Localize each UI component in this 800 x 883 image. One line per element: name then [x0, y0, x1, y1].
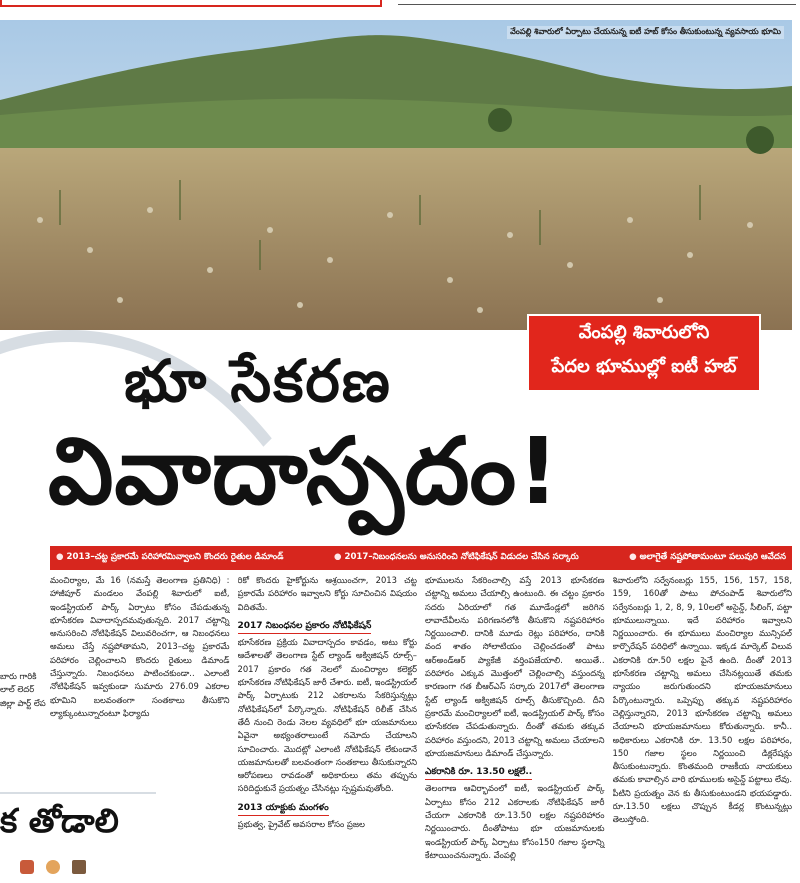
adjacent-story-headline: క తోడాలి — [0, 792, 156, 846]
adjacent-story-images — [0, 850, 156, 883]
thumbnail-icon — [46, 860, 60, 874]
top-strip — [0, 0, 800, 20]
deck-item-2: ● 2017–నిబంధనలను అనుసరించి నోటిఫికేషన్ విడుదల చేసిన సర్కారు — [334, 552, 579, 564]
column-3-text-b: తెలంగాణ ఆవిర్భావంలో ఐటీ, ఇండస్ట్రియల్ పార్క్ ఏర్పాటు కోసం 212 ఎకరాలకు నోటిఫికేషన్ జారీ చేయగా ఎకరానికి రూ.13.50 లక్షల నష్టపరిహారం నిర్ణయించారు. దీంతోపాటు భూ యజమానులకు ఇండస్ట్రియల్ పార్క్ ఏర్పాటు కోసం150 గజాల స్థలాన్ని కేటాయించనున్నారు. వేంపల్లి — [425, 783, 605, 860]
top-rule — [398, 4, 796, 5]
column-2 — [238, 574, 418, 883]
subhead-2017-notification: 2017 నిబంధనల ప్రకారం నోటిఫికేషన్ — [238, 620, 372, 634]
farmland-illustration — [0, 20, 792, 330]
thumbnail-icon — [20, 860, 34, 874]
thumbnail-icon — [72, 860, 86, 874]
deck-item-3: ● అలాగైతే నష్టపోతామంటూ పలువురి ఆవేదన — [629, 552, 786, 564]
subhead-per-acre: ఎకరానికి రూ. 13.50 లక్షలే.. — [425, 766, 532, 780]
previous-story-box — [0, 0, 382, 7]
deck-item-1: ● 2013–చట్ట ప్రకారమే పరిహారమివ్వాలని కొందరు రైతుల డిమాండ్ — [56, 552, 284, 564]
column-2-text-a: రికో కొందరు హైకోర్టును ఆశ్రయించగా, 2013 చట్ట ప్రకారమే పరిహారం ఇవ్వాలని కోర్టు సూచించిన విషయం విదితమే. — [237, 575, 417, 612]
headline-line-2: వివాదాస్పదం! — [48, 418, 561, 525]
kicker-line-1: వేంపల్లి శివారులోని — [578, 322, 710, 343]
headline-line-1: భూ సేకరణ — [124, 347, 392, 415]
column-4-text: శివారులోని సర్వేనంబర్లు 155, 156, 157, 158, 159, 160తో పాటు పోచంపాడ్ శివారులోని సర్వేనంబర్లు 1, 2, 8, 9, 10లలో అసైన్డ్, సీలింగ్, పట్టా భూములున్నాయి. ఇదే పరిహారం ఇవ్వాలని నిర్ణయించారు. ఈ భూములు మంచిర్యాల మున్సిపల్ కార్పొరేషన్ పరిధిలో ఉన్నాయి. ఇక్కడ మార్కెట్ విలువ ఎకరానికి రూ.50 లక్షల పైనే ఉంది. దీంతో 2013 భూసేకరణ చట్టాన్ని అమలు చేసినట్లయితే తమకు న్యాయం జరుగుతుందని భూయజమానులు పేర్కొంటున్నారు. ఒప్పెప్పు తక్కువ నష్టపరిహారం చెల్లిస్తున్నారని, 2013 భూసేకరణ చట్టాన్ని అమలు చేయాలని భూయజమానులు కోరుతున్నారు. కానీ.. అధికారులు ఎకరానికి రూ. 13.50 లక్షల పరిహారం, 150 గజాల స్థలం నిర్ణయించి డిక్లరేషన్లు తీసుకుంటున్నారు. కొంతమంది రాజకీయ నాయకులు తమకు కావాల్సిన వారి భూములకు అసైన్డ్ పట్టాలు లేవు. పీటిని ప్రయత్నం వెన కు తీసుకుంటుండని భయపడ్డారు. రూ.13.50 లక్షలు చొప్పున కీడర్ల కొంటున్నట్లు తెలుస్తోంది. — [612, 575, 792, 825]
kicker-line-2: పేదల భూముల్లో ఐటీ హబ్ — [551, 356, 737, 377]
farmland-photo — [0, 20, 792, 330]
column-2-text-b: భూసేకరణ ప్రక్రియ వివాదాస్పదం కావడం, అటు కోర్టు ఆదేశాలతో తెలంగాణ స్టేట్ ల్యాండ్ అక్విజిషన్ రూల్స్–2017 ప్రకారం గత నెలలో మంచిర్యాల కలెక్టర్ భూసేకరణ నోటిఫికేషన్ జారీ చేశారు. ఐటీ, ఇండస్ట్రియల్ పార్క్ ఏర్పాటుకు 212 ఎకరాలను సేకరిస్తున్నట్లు నోటిఫికేషన్‌లో పేర్కొన్నారు. నోటిఫికేషన్ రిలీజ్ చేసిన తేదీ నుంచి రెండు నెలల వ్యవధిలో భూ యజమానులు ఏవైనా అభ్యంతరాలుంటే నమోదు చేయాలని సూచించారు. మొదట్లో ఎలాంటి నోటిఫికేషన్ లేకుండానే యజమానులతో బలవంతంగా సంతకాలు తీసుకున్నారని ఆరోపణలు రావడంతో అధికారులు తమ తప్పును సరిదిద్దుకునే ప్రయత్నం చేసినట్లు స్పష్టమవుతోంది. — [237, 637, 417, 794]
photo-caption: వేంపల్లి శివారులో ఏర్పాటు చేయనున్న ఐటీ హబ్ కోసం తీసుకుంటున్న వ్యవసాయ భూమి — [507, 26, 784, 39]
kicker-box — [527, 314, 761, 392]
column-4 — [613, 574, 793, 883]
adjacent-story-text: బారు గారికి లాల్ లెదర్ జిల్లా పార్ట్ లేప — [0, 671, 46, 708]
column-3 — [425, 574, 605, 883]
column-3-text-a: భూములను సేకరించాల్సి వస్తే 2013 భూసేకరణ చట్టాన్ని అమలు చేయాల్సి ఉంటుంది. ఈ చట్టం ప్రకారం సదరు ఏరియాలో గత మూడేండ్లలో జరిగిన లావాదేవీలను పరిగణనలోకి తీసుకొని నష్టపరిహారం నిర్ణయించాలి. దానికి మూడు రెట్లు పరిహారం, దానికి వంద శాతం సోలాటియం చెల్లించడంతో పాటు ఆర్‌అండ్‌ఆర్ ప్యాకేజీ వర్తింపజేయాలి. అయితే.. పరిహారం ఎక్కువ మొత్తంలో చెల్లించాల్సి వస్తుందన్న కారణంగా గత బీఆర్ఎస్ సర్కారు 2017లో తెలంగాణ స్టేట్ ల్యాండ్ అక్విజిషన్ రూల్స్ తీసుకొచ్చింది. దీని ప్రకారమే మంచిర్యాలలో ఐటీ, ఇండస్ట్రియల్ పార్క్ కోసం భూసేకరణ చేపడుతున్నారు. దీంతో తమకు తక్కువ పరిహారం వస్తుందని, 2013 చట్టాన్ని అమలు చేయాలని భూయజమానులు డిమాండ్ చేస్తున్నారు. — [425, 575, 605, 758]
subhead-2013-act: 2013 యాక్టుకు మంగళం — [238, 802, 329, 816]
sub-deck-bar — [50, 546, 792, 570]
column-1-text: మంచిర్యాల, మే 16 (నమస్తే తెలంగాణ ప్రతినిధి) : హాజీపూర్ మండలం వేంపల్లి శివారులో ఐటీ, ఇండస్ట్రియల్ పార్క్ ఏర్పాటు కోసం చేపడుతున్న భూసేకరణ వివాదాస్పదమవుతున్నది. 2017 చట్టాన్ని అనుసరించి నోటిఫికేషన్ విలువరించగా, ఆ నిబంధనలు అమలు చేస్తే నష్టపోతామని, 2013–చట్ట ప్రకారమే పరిహారం చెల్లించాలని కొందరు రైతులు డిమాండ్ చేస్తున్నారు. నిబంధనలు పాటించకుండా.. ఎలాంటి నోటిఫికేషన్ ఇవ్వకుండా సుమారు 276.09 ఎకరాల భూమిని బలవంతంగా సంతకాలు తీసుకొని ల్యాక్కుంటున్నారంటూ ఫిర్యాదు — [50, 575, 230, 718]
article-body — [50, 574, 792, 883]
column-2-text-c: ప్రభుత్వ, ప్రైవేట్ అవసరాల కోసం ప్రజల — [237, 819, 365, 830]
